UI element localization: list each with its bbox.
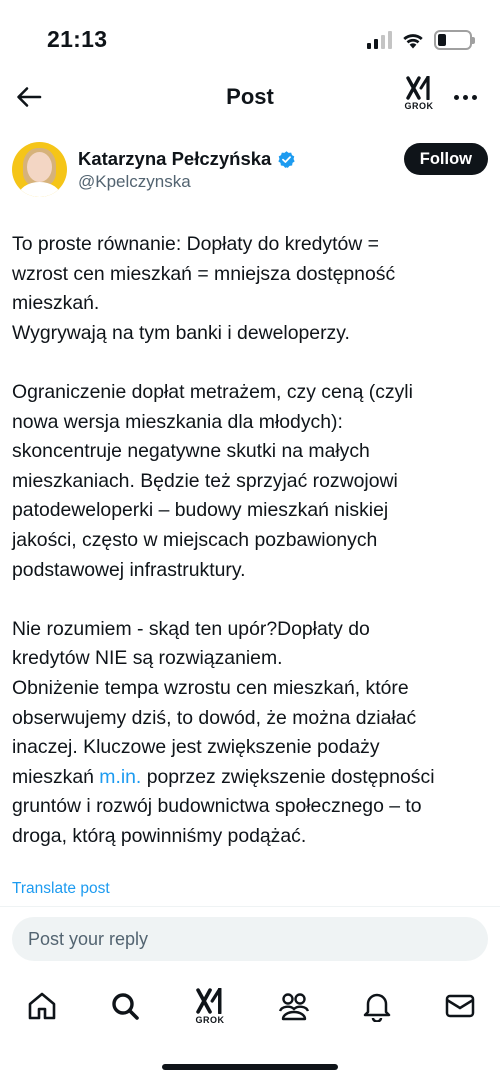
cellular-signal-icon	[367, 31, 392, 49]
more-dot-icon	[472, 95, 477, 100]
more-dot-icon	[454, 95, 459, 100]
post-text-line: To proste równanie: Dopłaty do kredytów =	[12, 233, 380, 255]
grok-icon	[195, 988, 225, 1014]
post-text-line-with-link	[12, 763, 492, 793]
wifi-icon	[401, 31, 425, 49]
post-text-line: nowa wersja mieszkania dla młodych):	[12, 410, 343, 433]
grok-label: GROK	[404, 101, 434, 111]
nav-search[interactable]	[105, 986, 145, 1026]
verified-badge-icon	[277, 150, 296, 169]
nav-messages[interactable]	[440, 986, 480, 1026]
post-text-line: patodeweloperki – budowy mieszkań niskiej	[12, 499, 389, 522]
grok-label: GROK	[195, 1014, 225, 1025]
home-icon	[26, 990, 58, 1022]
post-text-line: Obniżenie tempa wzrostu cen mieszkań, które	[12, 676, 409, 699]
avatar[interactable]	[12, 142, 67, 197]
status-bar	[0, 0, 500, 72]
post-text-line: skoncentruje negatywne skutki na małych	[12, 440, 370, 463]
post-text-fragment: mieszkań	[12, 765, 100, 788]
author-name[interactable]	[78, 148, 296, 170]
post-text-line: kredytów NIE są rozwiązaniem.	[12, 647, 283, 670]
status-icons	[367, 28, 472, 52]
follow-button[interactable]: Follow	[404, 143, 488, 175]
translate-post-link[interactable]: Translate post	[12, 880, 110, 897]
post-header	[0, 72, 500, 122]
more-options-button[interactable]	[448, 82, 482, 112]
post-text-line: obserwujemy dziś, to dowód, że można działać	[12, 706, 417, 729]
grok-icon	[406, 76, 432, 100]
nav-grok[interactable]	[190, 986, 230, 1026]
post-text-line: podstawowej infrastruktury.	[12, 558, 246, 581]
battery-icon	[434, 30, 472, 50]
post-text-line: Nie rozumiem - skąd ten upór?Dopłaty do	[12, 617, 370, 640]
post-text-line: mieszkaniach. Będzie też sprzyjać rozwojowi	[12, 469, 398, 492]
page-title: Post	[226, 84, 274, 109]
author-handle[interactable]: @Kpelczynska	[78, 172, 191, 191]
post-text-line: mieszkań.	[12, 292, 100, 315]
divider	[0, 906, 500, 907]
messages-icon	[444, 992, 476, 1020]
author-name-text: Katarzyna Pełczyńska	[78, 148, 272, 169]
grok-button[interactable]	[404, 76, 434, 118]
nav-home[interactable]	[22, 986, 62, 1026]
communities-icon	[277, 990, 311, 1022]
post-paragraph	[12, 230, 492, 348]
post-paragraph	[12, 378, 492, 585]
post-text-line: droga, którą powinniśmy podążać.	[12, 824, 307, 847]
reply-input[interactable]: Post your reply	[12, 917, 488, 961]
post-text-fragment: poprzez zwiększenie dostępności	[141, 765, 435, 788]
post-text-line: Ograniczenie dopłat metrażem, czy ceną (czyli	[12, 380, 413, 403]
search-icon	[109, 990, 141, 1022]
bottom-navigation	[0, 980, 500, 1034]
nav-notifications[interactable]	[357, 986, 397, 1026]
post-author	[12, 140, 488, 200]
post-text-line: inaczej. Kluczowe jest zwiększenie podaży	[12, 736, 380, 759]
status-time: 21:13	[47, 26, 108, 52]
post-text-line: jakości, często w miejscach pozbawionych	[12, 528, 378, 551]
post-text-line: gruntów i rozwój budownictwa społecznego – to	[12, 795, 422, 818]
post-text	[12, 230, 492, 881]
more-dot-icon	[463, 95, 468, 100]
nav-communities[interactable]	[274, 986, 314, 1026]
post-link[interactable]: m.in.	[99, 765, 142, 788]
home-indicator[interactable]	[162, 1064, 338, 1070]
post-text-line: wzrost cen mieszkań = mniejsza dostępność	[12, 262, 396, 285]
post-paragraph	[12, 615, 492, 852]
notifications-icon	[362, 990, 392, 1022]
post-text-line: Wygrywają na tym banki i deweloperzy.	[12, 321, 350, 344]
